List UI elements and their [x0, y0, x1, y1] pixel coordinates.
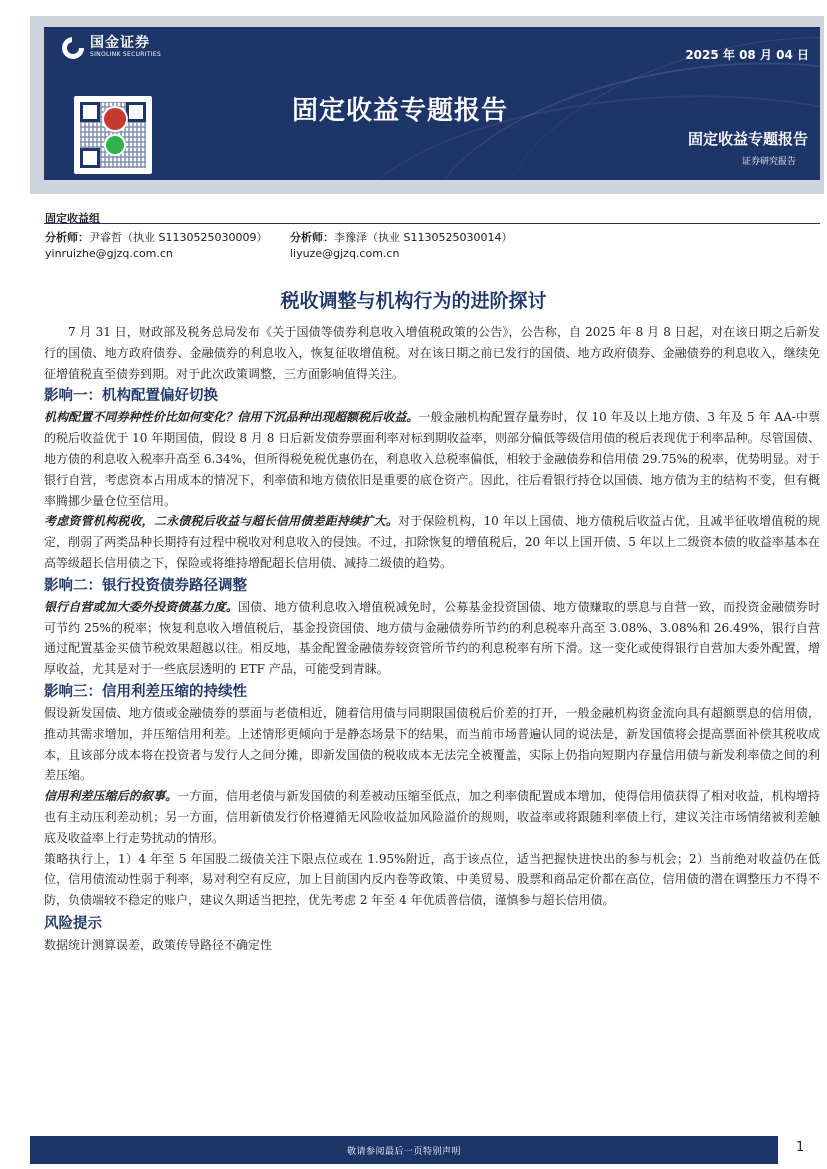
paragraph-lead: 信用利差压缩后的叙事。 [44, 789, 178, 804]
paragraph-lead: 机构配置不同券种性价比如何变化？信用下沉品种出现超额税后收益。 [44, 410, 419, 425]
divider [44, 223, 820, 224]
section-paragraph [44, 786, 820, 848]
report-type: 固定收益专题报告 [688, 130, 809, 148]
report-category: 证券研究报告 [742, 157, 797, 167]
footer-bar [30, 1136, 778, 1164]
section-paragraph [44, 511, 820, 573]
logo-name-en: SINOLINK SECURITIES [90, 51, 162, 58]
analyst-1-email[interactable]: yinruizhe@gjzq.com.cn [45, 247, 173, 260]
footer-disclaimer[interactable]: 敬请参阅最后一页特别声明 [346, 1146, 461, 1157]
report-date: 2025 年 08 月 04 日 [685, 48, 809, 62]
paragraph-text: 一方面，信用老债与新发国债的利差被动压缩至低点，加之利率债配置成本增加，使得信用债获得了相对收益，机构增持也有主动压利差动机；另一方面，信用新债发行价格遵循无风险收益加风险溢价的规则，收益率或将跟随利率债上行，建议关注市场情绪被利差触底及收益率上行走势扰动的情形。 [44, 789, 820, 845]
company-logo [62, 36, 161, 59]
team-label: 固定收益组 [45, 212, 100, 225]
section-heading: 影响三：信用利差压缩的持续性 [44, 683, 247, 700]
analyst-2-email[interactable]: liyuze@gjzq.com.cn [290, 247, 400, 260]
analyst-name: 尹睿哲（执业 S1130525030009） [89, 231, 268, 244]
analyst-1 [45, 229, 267, 245]
analyst-label: 分析师： [45, 231, 89, 244]
paragraph-lead: 银行自营或加大委外投资债基力度。 [44, 599, 239, 614]
section-paragraph [44, 597, 820, 680]
logo-seal-icon [102, 106, 128, 132]
analyst-label: 分析师： [290, 231, 334, 244]
paragraph-lead: 考虑资管机构税收，二永债税后收益与超长信用债差距持续扩大。 [44, 514, 399, 529]
section-paragraph [44, 703, 820, 786]
risk-text: 数据统计测算误差，政策传导路径不确定性 [44, 937, 273, 952]
section-paragraph [44, 407, 820, 511]
paragraph-text: 对于保险机构，10 年以上国债、地方债税后收益占优，且减半征收增值税的规定，削弱了两类品种长期持有过程中税收对利息收入的侵蚀。不过，扣除恢复的增值税后，20 年以上国开债、5 年以上二级资本债的收益率基本在高等级超长信用债之下，保险或将维持增配超长信用债、减持二级债的趋势。 [44, 514, 820, 570]
qr-code-icon [74, 96, 152, 174]
logo-icon [62, 37, 84, 59]
wechat-icon [104, 134, 126, 156]
page-number: 1 [796, 1140, 805, 1155]
risk-heading: 风险提示 [44, 915, 102, 932]
intro-paragraph: 7 月 31 日，财政部及税务总局发布《关于国债等债券利息收入增值税政策的公告》，公告称，自 2025 年 8 月 8 日起，对在该日期之后新发行的国债、地方政府债券、金融债券的利息收入，恢复征收增值税。对在该日期之前已发行的国债、地方政府债券、金融债券的利息收入，继续免征增值税直至债券到期。对于此次政策调整，三方面影响值得关注。 [44, 325, 820, 381]
analyst-name: 李豫泽（执业 S1130525030014） [334, 231, 513, 244]
paragraph-text: 国债、地方债利息收入增值税减免时，公募基金投资国债、地方债赚取的票息与自营一致，而投资金融债券时可节约 25%的税率；恢复利息收入增值税后，基金投资国债、地方债与金融债券所节约的利息税率升高至 3.08%、3.08%和 26.49%，银行自营通过配置基金买债节税效果超越以往。相反地，基金配置金融债券较资管所节约的利息税率有所下滑。这一变化或使得银行自营加大委外配置，增厚收益，尤其是对于一些底层透明的 ETF 产品，可能受到青睐。 [44, 599, 820, 677]
report-title: 税收调整与机构行为的进阶探讨 [280, 290, 547, 312]
banner-title: 固定收益专题报告 [292, 96, 509, 126]
paragraph-text: 一般金融机构配置存量券时，仅 10 年及以上地方债、3 年及 5 年 AA-中票的税后收益优于 10 年期国债，假设 8 月 8 日后新发债券票面利率对标到期收益率，则部分偏低等级信用债的税后表现优于利率品种。尽管国债、地方债的利息收入税率升高至 6.34%，但所得税免税优惠仍在，利息收入总税率偏低，相较于金融债券和信用债 29.75%的税率，优势明显。对于银行自营，考虑资本占用成本的情况下，利率债和地方债依旧是重要的底仓资产。因此，往后看银行持仓以国债、地方债为主的结构不变，但有概率腾挪少量仓位至信用。 [44, 410, 820, 508]
report-body [44, 322, 820, 955]
analyst-2 [290, 229, 512, 245]
paragraph-text: 策略执行上，1）4 年至 5 年国股二级债关注下限点位或在 1.95%附近，高于该点位，适当把握快进快出的参与机会；2）当前绝对收益仍在低位，信用债流动性弱于利率，易对利空有反应，加上目前国内反内卷等政策、中美贸易、股票和商品定价都在高位，信用债的潜在调整压力不得不防，负债端较不稳定的账户，建议久期适当把控，优先考虑 2 年至 4 年优质普信债，谨慎参与超长信用债。 [44, 851, 820, 908]
section-heading: 影响一：机构配置偏好切换 [44, 388, 218, 405]
section-heading: 影响二：银行投资债券路径调整 [44, 577, 247, 594]
logo-name-cn: 国金证券 [90, 35, 150, 51]
section-paragraph [44, 849, 820, 911]
paragraph-text: 假设新发国债、地方债或金融债券的票面与老债相近，随着信用债与同期限国债税后价差的打开，一般金融机构资金流向具有超额票息的信用债，推动其需求增加，并压缩信用利差。上述情形更倾向于是静态场景下的结果，而当前市场普遍认同的说法是，新发国债将会提高票面补偿其税收成本，且该部分成本将在投资者与发行人之间分摊，即新发国债的税收成本无法完全被覆盖，实际上仍指向短期内存量信用债与新发利率债之间的利差压缩。 [44, 705, 820, 783]
